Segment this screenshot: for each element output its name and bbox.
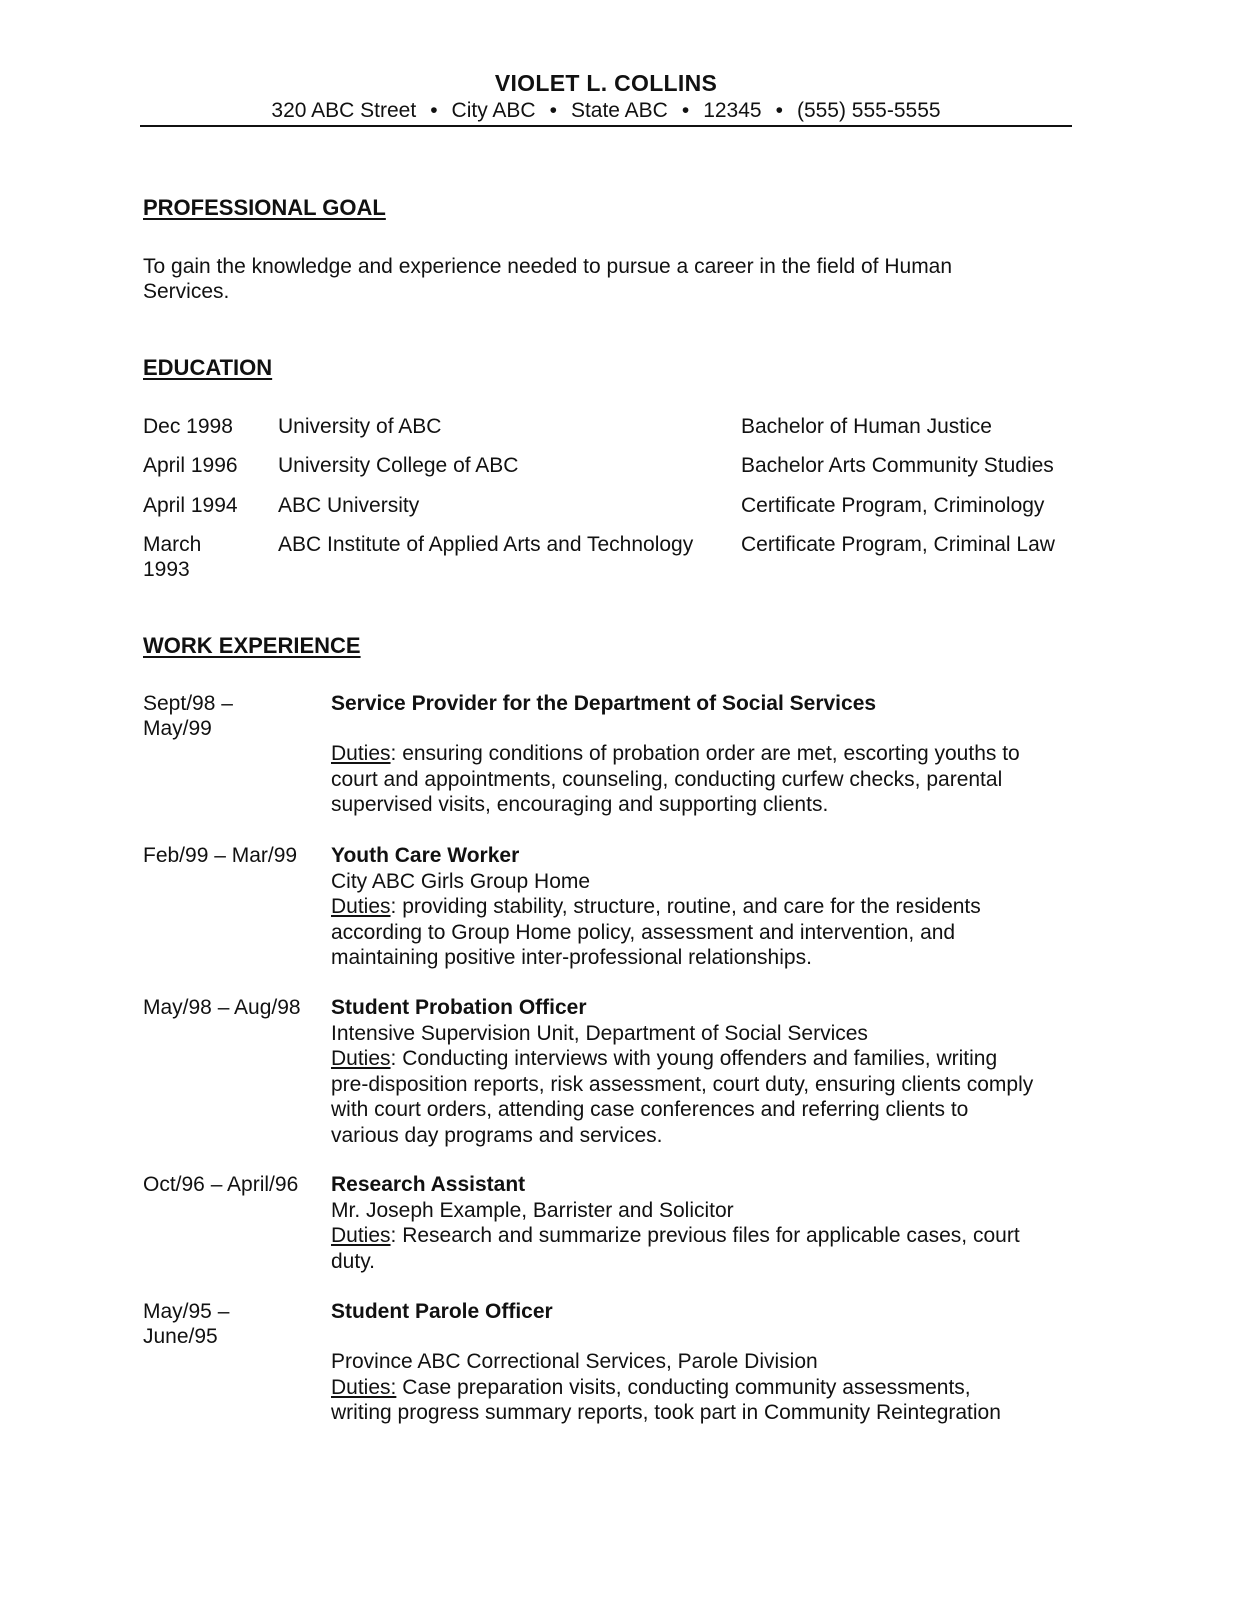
duties-text: : ensuring conditions of probation order are met, escorting youths to: [390, 742, 1020, 765]
city: City ABC: [451, 99, 536, 122]
job-title: Service Provider for the Department of Social Services: [331, 692, 877, 715]
education-school: University College of ABC: [278, 454, 519, 477]
job-details: [331, 1172, 1071, 1274]
job-date: Oct/96 – April/96: [143, 1173, 299, 1196]
job-date: May/98 – Aug/98: [143, 996, 301, 1019]
job-title: Research Assistant: [331, 1173, 526, 1196]
separator-dot: •: [430, 99, 438, 122]
education-date-continued: 1993: [143, 558, 190, 581]
job-employer: Mr. Joseph Example, Barrister and Solicitor: [331, 1198, 734, 1222]
job-employer: Intensive Supervision Unit, Department of Social Services: [331, 1021, 868, 1045]
goal-heading: PROFESSIONAL GOAL: [143, 195, 386, 220]
duties-label: Duties: [331, 742, 391, 765]
separator-dot: •: [681, 99, 690, 122]
duties-text: writing progress summary reports, took part in Community Reintegration: [331, 1401, 1001, 1424]
duties-label: Duties: [331, 895, 391, 918]
job-title: Student Parole Officer: [331, 1300, 553, 1323]
duties-text: court and appointments, counseling, conducting curfew checks, parental: [331, 767, 1003, 791]
education-heading: EDUCATION: [143, 355, 273, 380]
education-degree: Bachelor Arts Community Studies: [741, 454, 1054, 477]
duties-text: supervised visits, encouraging and supporting clients.: [331, 793, 829, 816]
street-address: 320 ABC Street: [271, 99, 417, 122]
job-title: Student Probation Officer: [331, 996, 587, 1019]
education-date: April 1994: [143, 494, 238, 517]
education-date: March: [143, 533, 202, 556]
zip-code: 12345: [703, 99, 762, 122]
job-details: [331, 843, 1071, 971]
education-degree: Certificate Program, Criminology: [741, 494, 1045, 517]
separator-dot: •: [549, 99, 557, 122]
duties-text: Case preparation visits, conducting community assessments,: [396, 1375, 971, 1399]
duties-text: : Conducting interviews with young offenders and families, writing: [390, 1047, 998, 1070]
job-title: Youth Care Worker: [331, 844, 520, 867]
job-date: Sept/98 –: [143, 692, 233, 715]
job-date: May/95 –: [143, 1300, 230, 1323]
applicant-name: VIOLET L. COLLINS: [494, 70, 718, 96]
duties-label: Duties: [331, 1224, 391, 1247]
job-employer: City ABC Girls Group Home: [331, 869, 591, 893]
separator-dot: •: [775, 99, 783, 122]
state: State ABC: [570, 99, 668, 122]
duties-text: maintaining positive inter-professional relationships.: [331, 946, 812, 969]
job-details: [331, 995, 1071, 1148]
duties-text: according to Group Home policy, assessment and intervention, and: [331, 920, 956, 944]
duties-text: various day programs and services.: [331, 1123, 663, 1147]
duties-text: with court orders, attending case conferences and referring clients to: [331, 1098, 969, 1121]
education-school: ABC University: [278, 494, 420, 517]
duties-text: : providing stability, structure, routine, and care for the residents: [390, 895, 981, 918]
job-date-continued: May/99: [143, 717, 212, 740]
education-date: April 1996: [143, 454, 238, 477]
education-school: ABC Institute of Applied Arts and Technology: [278, 533, 694, 556]
duties-text: duty.: [331, 1249, 375, 1273]
job-date-continued: June/95: [143, 1325, 218, 1348]
duties-label: Duties:: [331, 1375, 397, 1399]
education-degree: Certificate Program, Criminal Law: [741, 533, 1055, 556]
phone-number: (555) 555-5555: [796, 99, 941, 122]
work-heading: WORK EXPERIENCE: [143, 633, 361, 658]
goal-text: To gain the knowledge and experience needed to pursue a career in the field of Human Services.: [143, 255, 953, 303]
duties-text: pre-disposition reports, risk assessment, court duty, ensuring clients comply: [331, 1072, 1034, 1096]
education-school: University of ABC: [278, 415, 442, 438]
contact-line: [140, 97, 1072, 127]
duties-text: : Research and summarize previous files for applicable cases, court: [390, 1224, 1020, 1247]
job-duties: [331, 741, 1071, 818]
job-employer: Province ABC Correctional Services, Parole Division: [331, 1350, 818, 1373]
education-degree: Bachelor of Human Justice: [741, 415, 992, 438]
job-details: [331, 1349, 1071, 1426]
job-date: Feb/99 – Mar/99: [143, 844, 298, 867]
education-date: Dec 1998: [143, 415, 233, 438]
duties-label: Duties: [331, 1047, 391, 1070]
